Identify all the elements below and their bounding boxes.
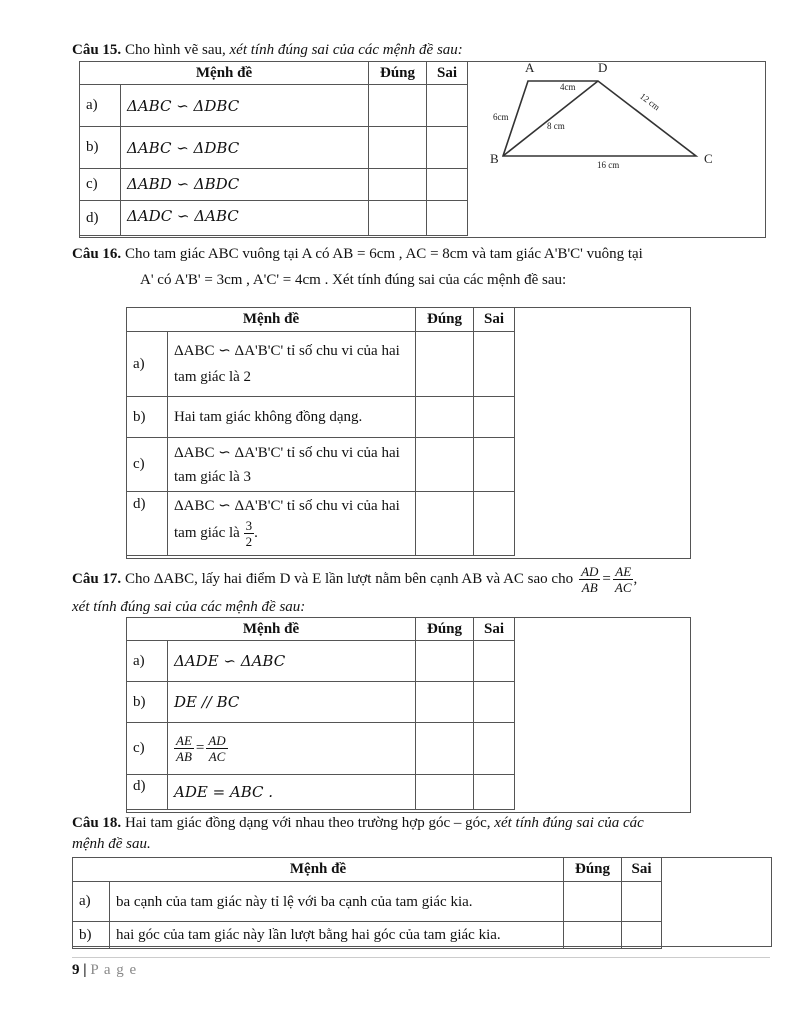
fraction-numerator: AD [581,563,599,579]
table-row [127,641,515,682]
false-cell[interactable] [622,922,662,949]
q16-header-true: Đúng [416,308,474,332]
false-cell[interactable] [427,169,468,201]
true-cell[interactable] [416,332,474,397]
table-row [80,201,468,236]
row-statement-line2: tam giác là 2 [174,369,252,385]
table-row [127,682,515,723]
true-cell[interactable] [416,438,474,492]
q18-header-false: Sai [622,858,662,882]
q16-table [126,307,515,556]
equals-sign: = [602,570,611,587]
row-label: b) [80,127,121,169]
q16-heading-line1 [72,246,643,263]
true-cell[interactable] [369,85,427,127]
false-cell[interactable] [622,882,662,922]
true-cell[interactable] [416,682,474,723]
length-ad-label: 4cm [560,82,576,92]
row-label: b) [127,682,168,723]
true-cell[interactable] [369,169,427,201]
q18-header-true: Đúng [564,858,622,882]
q16-header-false: Sai [474,308,515,332]
row-label: d) [80,201,121,236]
footer-separator: | [79,962,91,978]
row-statement-line2-text: tam giác là [174,524,240,541]
table-row [127,332,515,397]
table-row [127,723,515,775]
row-statement-line2 [174,518,409,549]
row-statement: ΔABC ∽ ΔDBC [121,127,369,169]
row-label: c) [127,723,168,775]
page-footer [72,962,137,979]
point-b-label: B [490,151,499,166]
row-statement: ΔADC ∽ ΔABC [121,201,369,236]
q17-heading-line1 [72,558,637,600]
q16-header-statement: Mệnh đề [127,308,416,332]
table-row [80,169,468,201]
false-cell[interactable] [474,682,515,723]
row-label: a) [80,85,121,127]
equals-sign: = [195,739,205,756]
fraction-ad-ac [206,733,227,764]
true-cell[interactable] [564,882,622,922]
fraction-numerator: AE [615,563,632,579]
footer-page-word: P a g e [90,962,138,978]
q15-label: Câu 15. [72,42,122,58]
length-bc-label: 16 cm [597,160,620,170]
true-cell[interactable] [369,127,427,169]
true-cell[interactable] [416,775,474,810]
q15-table [79,61,468,236]
false-cell[interactable] [474,775,515,810]
q15-heading [72,42,463,59]
fraction-numerator: AD [208,733,226,748]
false-cell[interactable] [474,492,515,556]
point-a-label: A [525,60,535,75]
q15-trapezoid-figure [470,56,760,176]
row-statement-line1: ΔABC ∽ ΔA'B'C' tỉ số chu vi của hai [174,343,400,359]
true-cell[interactable] [416,723,474,775]
fraction-denominator: AC [614,579,632,595]
page-number: 9 [72,962,80,978]
row-label: d) [127,492,168,556]
row-label: a) [127,641,168,682]
true-cell[interactable] [564,922,622,949]
table-row [73,922,662,949]
q15-header-false: Sai [427,62,468,85]
fraction-numerator: 3 [245,518,253,533]
q17-heading-line2: xét tính đúng sai của các mệnh đề sau: [72,599,306,615]
q18-header-statement: Mệnh đề [73,858,564,882]
statement-tail: . [254,524,258,541]
q16-label: Câu 16. [72,246,122,262]
row-label: c) [127,438,168,492]
true-cell[interactable] [416,492,474,556]
fraction-ae-ab [174,733,194,764]
row-statement: ba cạnh của tam giác này tỉ lệ với ba cạnh của tam giác kia. [110,882,564,922]
q17-header-false: Sai [474,618,515,641]
q18-italic1: xét tính đúng sai của các [494,815,644,831]
true-cell[interactable] [369,201,427,236]
diagonal-bd [503,81,598,156]
q16-line1: Cho tam giác ABC vuông tại A có AB = 6cm , AC = 8cm và tam giác A'B'C' vuông tại [121,246,643,262]
q15-italic: xét tính đúng sai của các mệnh đề sau: [229,42,463,58]
false-cell[interactable] [474,397,515,438]
table-row [80,85,468,127]
q18-header-row [73,858,662,882]
row-statement: Hai tam giác không đồng dạng. [168,397,416,438]
row-statement: ΔADE ∽ ΔABC [168,641,416,682]
row-statement: ΔABD ∽ ΔBDC [121,169,369,201]
false-cell[interactable] [474,723,515,775]
fraction-denominator: AB [581,579,598,595]
false-cell[interactable] [427,127,468,169]
row-statement-line1: ΔABC ∽ ΔA'B'C' tỉ số chu vi của hai [174,444,400,461]
q18-label: Câu 18. [72,815,122,831]
q15-header-statement: Mệnh đề [80,62,369,85]
length-bd-label: 8 cm [547,121,565,131]
false-cell[interactable] [474,641,515,682]
q17-table [126,617,515,810]
row-statement-line2: tam giác là 3 [174,468,252,485]
table-row [80,127,468,169]
q15-header-row [80,62,468,85]
row-statement [168,332,416,397]
row-statement [168,723,416,775]
row-statement: ADE = ABC . [168,775,416,810]
point-c-label: C [704,151,713,166]
false-cell[interactable] [474,332,515,397]
row-statement [168,438,416,492]
row-statement: DE // BC [168,682,416,723]
table-row [127,492,515,556]
row-label: a) [73,882,110,922]
fraction-ae-ac [613,564,634,595]
trapezoid-shape [503,81,696,156]
row-statement [168,492,416,556]
footer-rule [72,957,770,958]
fraction-numerator: AE [176,733,192,748]
q18-heading-line1 [72,815,644,832]
q18-table [72,857,662,949]
q17-header-statement: Mệnh đề [127,618,416,641]
row-label: c) [80,169,121,201]
q15-text: Cho hình vẽ sau, [121,42,230,58]
row-label: b) [127,397,168,438]
q15-header-true: Đúng [369,62,427,85]
q17-line1: Cho ΔABC, lấy hai điểm D và E lần lượt nằm bên cạnh AB và AC sao cho [121,570,574,587]
table-row [127,775,515,810]
q16-heading-line2: A' có A'B' = 3cm , A'C' = 4cm . Xét tính đúng sai của các mệnh đề sau: [140,272,567,288]
false-cell[interactable] [427,201,468,236]
point-d-label: D [598,60,608,75]
true-cell[interactable] [416,397,474,438]
q17-header-row [127,618,515,641]
comma: , [633,570,638,587]
fraction-denominator: AC [208,749,226,764]
table-row [127,397,515,438]
fraction-denominator: 2 [245,534,253,549]
row-label: a) [127,332,168,397]
q18-text: Hai tam giác đồng dạng với nhau theo trường hợp góc – góc, [121,815,495,831]
fraction-ad-ab [579,564,600,595]
q18-heading-line2: mệnh đề sau. [72,836,151,852]
row-statement: hai góc của tam giác này lần lượt bằng hai góc của tam giác kia. [110,922,564,949]
row-label: d) [127,775,168,810]
table-row [127,438,515,492]
row-statement: ΔABC ∽ ΔDBC [121,85,369,127]
false-cell[interactable] [474,438,515,492]
q17-label: Câu 17. [72,570,122,587]
fraction-denominator: AB [176,749,192,764]
q16-header-row [127,308,515,332]
q17-header-true: Đúng [416,618,474,641]
length-dc-label: 12 cm [638,90,662,113]
row-statement-line1: ΔABC ∽ ΔA'B'C' tỉ số chu vi của hai [174,498,400,514]
table-row [73,882,662,922]
length-ab-label: 6cm [493,112,509,122]
false-cell[interactable] [427,85,468,127]
true-cell[interactable] [416,641,474,682]
row-label: b) [73,922,110,949]
fraction-three-halves [244,518,255,549]
